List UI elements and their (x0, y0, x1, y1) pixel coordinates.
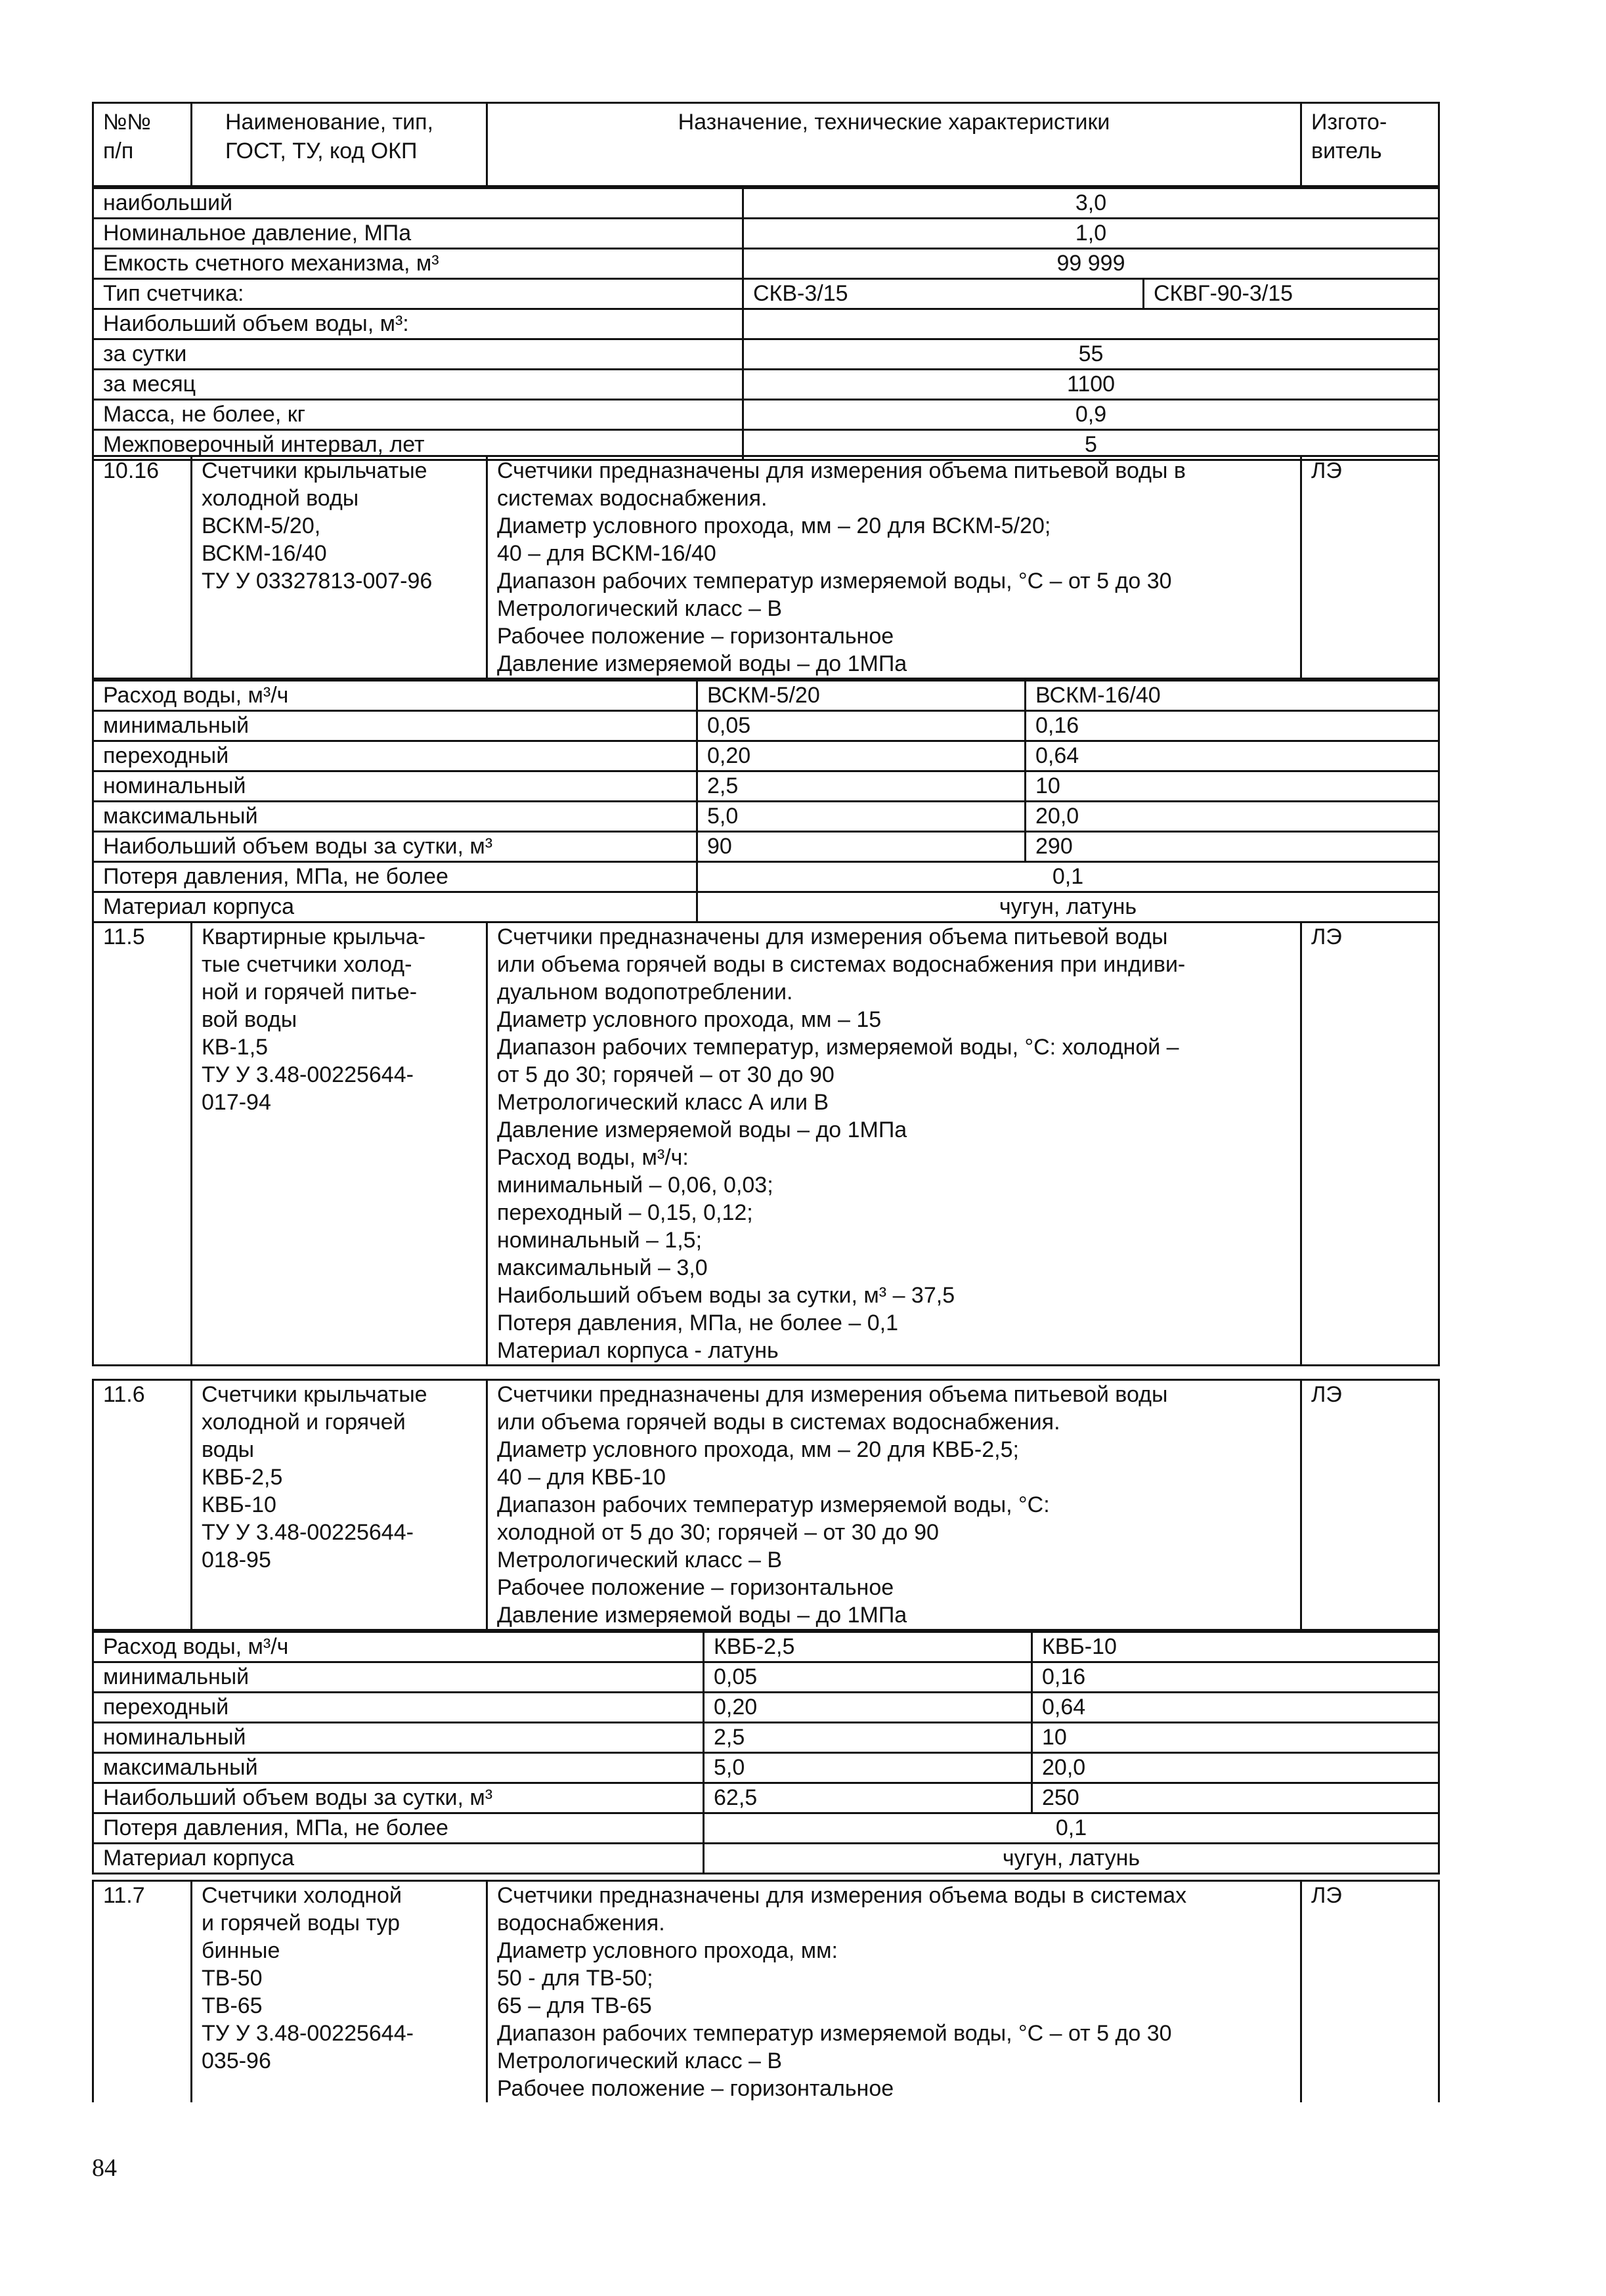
flow-label: минимальный (93, 1662, 704, 1693)
header-name: Наименование, тип, ГОСТ, ТУ, код ОКП (192, 103, 487, 186)
item-number: 11.7 (93, 1881, 192, 2103)
table-row (93, 1844, 1439, 1874)
pressure-loss-label: Потеря давления, МПа, не более (93, 1813, 704, 1844)
material-value: чугун, латунь (704, 1844, 1439, 1874)
spec-value: 5 (743, 430, 1439, 460)
item-maker: ЛЭ (1301, 922, 1439, 1366)
spec-label: Тип счетчика: (93, 279, 743, 309)
item-description: Счетчики предназначены для измерения объема питьевой воды в системах водоснабжения. Диаметр условного прохода, мм – 20 для ВСКМ-5/20; 40 – для ВСКМ-16/40 Диапазон рабочих температур измеряемой воды, °С – от 5 до 30 Метрологический класс – В Рабочее положение – горизонтальное Давление измеряемой воды – до 1МПа (487, 456, 1301, 679)
table-row (93, 802, 1439, 832)
pressure-loss-value: 0,1 (697, 862, 1439, 892)
table-row (93, 1723, 1439, 1753)
table-row (93, 892, 1439, 922)
table-row (93, 832, 1439, 862)
spec-label: Номинальное давление, МПа (93, 219, 743, 249)
flow-value: 20,0 (1026, 802, 1439, 832)
table-row (93, 400, 1439, 430)
flow-value: 2,5 (697, 771, 1026, 802)
flow-value: 90 (697, 832, 1026, 862)
flow-label: номинальный (93, 1723, 704, 1753)
flow-label: максимальный (93, 1753, 704, 1783)
flow-label: переходный (93, 1693, 704, 1723)
item-maker: ЛЭ (1301, 1380, 1439, 1630)
flow-value: 10 (1026, 771, 1439, 802)
material-label: Материал корпуса (93, 1844, 704, 1874)
item-number: 11.5 (93, 922, 192, 1366)
spec-value: 99 999 (743, 249, 1439, 279)
flow-value: 290 (1026, 832, 1439, 862)
pressure-loss-label: Потеря давления, МПа, не более (93, 862, 697, 892)
material-value: чугун, латунь (697, 892, 1439, 922)
spec-value: 3,0 (743, 188, 1439, 219)
table-row (93, 741, 1439, 771)
table-row (93, 219, 1439, 249)
flow-value: 0,64 (1026, 741, 1439, 771)
item-description: Счетчики предназначены для измерения объема питьевой воды или объема горячей воды в системах водоснабжения. Диаметр условного прохода, мм – 20 для КВБ-2,5; 40 – для КВБ-10 Диапазон рабочих температур измеряемой воды, °С: холодной от 5 до 30; горячей – от 30 до 90 Метрологический класс – В Рабочее положение – горизонтальное Давление измеряемой воды – до 1МПа (487, 1380, 1301, 1630)
spec-label: Масса, не более, кг (93, 400, 743, 430)
table-row (93, 1783, 1439, 1813)
page-number: 84 (92, 2154, 117, 2182)
flow-label: Наибольший объем воды за сутки, м³ (93, 1783, 704, 1813)
spec-label: Межповерочный интервал, лет (93, 430, 743, 460)
flow-value: 0,64 (1032, 1693, 1439, 1723)
header-maker: Изгото- витель (1301, 103, 1439, 186)
spec-label: наибольший (93, 188, 743, 219)
item-10-16 (92, 455, 1438, 923)
item-11-6 (92, 1379, 1438, 1874)
table-row (93, 771, 1439, 802)
item-name: Квартирные крыльча- тые счетчики холод- ной и горячей питье- вой воды КВ-1,5 ТУ У 3.48-00225644- 017-94 (192, 922, 487, 1366)
specs-block-1 (92, 187, 1438, 461)
spec-value: 1100 (743, 370, 1439, 400)
flow-value: 0,20 (704, 1693, 1032, 1723)
item-description: Счетчики предназначены для измерения объема воды в системах водоснабжения. Диаметр условного прохода, мм: 50 - для ТВ-50; 65 – для ТВ-65 Диапазон рабочих температур измеряемой воды, °С – от 5 до 30 Метрологический класс – В Рабочее положение – горизонтальное (487, 1881, 1301, 2103)
flow-value: 20,0 (1032, 1753, 1439, 1783)
item-name: Счетчики крыльчатые холодной воды ВСКМ-5/20, ВСКМ-16/40 ТУ У 03327813-007-96 (192, 456, 487, 679)
table-row (93, 711, 1439, 741)
table-row (93, 1632, 1439, 1662)
type-a: СКВ-3/15 (743, 279, 1144, 309)
flow-value: 5,0 (697, 802, 1026, 832)
item-11-5 (92, 921, 1438, 1366)
table-row (93, 279, 1439, 309)
table-row (93, 309, 1439, 339)
spec-label: Емкость счетного механизма, м³ (93, 249, 743, 279)
item-maker: ЛЭ (1301, 1881, 1439, 2103)
flow-value: 0,05 (697, 711, 1026, 741)
header-description: Назначение, технические характеристики (487, 103, 1301, 186)
flow-value: 2,5 (704, 1723, 1032, 1753)
item-number: 11.6 (93, 1380, 192, 1630)
flow-label: номинальный (93, 771, 697, 802)
table-row (93, 370, 1439, 400)
item-number: 10.16 (93, 456, 192, 679)
flow-label: максимальный (93, 802, 697, 832)
flow-value: 0,16 (1032, 1662, 1439, 1693)
table-row (93, 188, 1439, 219)
item-11-7 (92, 1880, 1438, 2102)
item-description: Счетчики предназначены для измерения объема питьевой воды или объема горячей воды в системах водоснабжения при индиви- дуальном водопотреблении. Диаметр условного прохода, мм – 15 Диапазон рабочих температур, измеряемой воды, °С: холодной – от 5 до 30; горячей – от 30 до 90 Метрологический класс А или В Давление измеряемой воды – до 1МПа Расход воды, м³/ч: минимальный – 0,06, 0,03; переходный – 0,15, 0,12; номинальный – 1,5; максимальный – 3,0 Наибольший объем воды за сутки, м³ – 37,5 Потеря давления, МПа, не более – 0,1 Материал корпуса - латунь (487, 922, 1301, 1366)
spec-value: 0,9 (743, 400, 1439, 430)
flow-head-model-b: КВБ-10 (1032, 1632, 1439, 1662)
spec-label: Наибольший объем воды, м³: (93, 309, 743, 339)
item-name: Счетчики крыльчатые холодной и горячей воды КВБ-2,5 КВБ-10 ТУ У 3.48-00225644- 018-95 (192, 1380, 487, 1630)
flow-value: 0,20 (697, 741, 1026, 771)
flow-value: 62,5 (704, 1783, 1032, 1813)
flow-label: переходный (93, 741, 697, 771)
table-row (93, 1813, 1439, 1844)
flow-head-label: Расход воды, м³/ч (93, 681, 697, 711)
flow-label: минимальный (93, 711, 697, 741)
flow-head-model-b: ВСКМ-16/40 (1026, 681, 1439, 711)
table-row (93, 1753, 1439, 1783)
item-name: Счетчики холодной и горячей воды тур бинные ТВ-50 ТВ-65 ТУ У 3.48-00225644- 035-96 (192, 1881, 487, 2103)
table-row (93, 249, 1439, 279)
flow-head-model-a: ВСКМ-5/20 (697, 681, 1026, 711)
flow-label: Наибольший объем воды за сутки, м³ (93, 832, 697, 862)
type-b: СКВГ-90-3/15 (1144, 279, 1439, 309)
item-maker: ЛЭ (1301, 456, 1439, 679)
table-row (93, 1662, 1439, 1693)
material-label: Материал корпуса (93, 892, 697, 922)
table-row (93, 862, 1439, 892)
pressure-loss-value: 0,1 (704, 1813, 1439, 1844)
spec-label: за месяц (93, 370, 743, 400)
table-row (93, 681, 1439, 711)
flow-value: 10 (1032, 1723, 1439, 1753)
table-header (92, 102, 1438, 187)
spec-label: за сутки (93, 339, 743, 370)
flow-head-label: Расход воды, м³/ч (93, 1632, 704, 1662)
table-row (93, 339, 1439, 370)
spec-value (743, 309, 1439, 339)
header-num: №№ п/п (93, 103, 192, 186)
flow-head-model-a: КВБ-2,5 (704, 1632, 1032, 1662)
spec-value: 55 (743, 339, 1439, 370)
flow-value: 0,05 (704, 1662, 1032, 1693)
table-row (93, 1693, 1439, 1723)
flow-value: 250 (1032, 1783, 1439, 1813)
flow-value: 5,0 (704, 1753, 1032, 1783)
flow-value: 0,16 (1026, 711, 1439, 741)
spec-value: 1,0 (743, 219, 1439, 249)
